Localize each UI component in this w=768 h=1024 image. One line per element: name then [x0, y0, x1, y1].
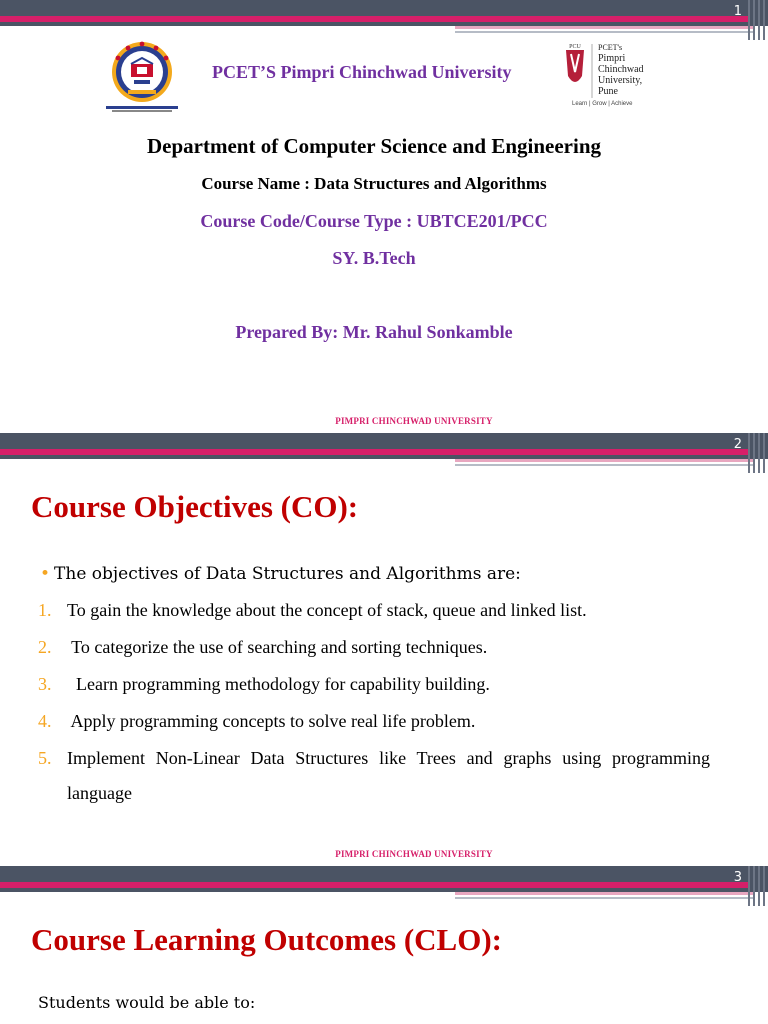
slide-header-bar — [0, 433, 768, 459]
slide-footer: PIMPRI CHINCHWAD UNIVERSITY — [335, 416, 493, 426]
decorative-stripes — [746, 0, 768, 40]
list-item-text: To categorize the use of searching and sorting techniques. — [67, 637, 488, 657]
page-number: 3 — [733, 870, 742, 885]
list-item-text: To gain the knowledge about the concept of stack, queue and linked list. — [67, 600, 587, 620]
list-item-number: 5. — [38, 748, 52, 768]
list-item — [38, 630, 710, 660]
page-number: 2 — [733, 437, 742, 452]
slide-3 — [0, 866, 768, 1024]
list-item — [38, 667, 710, 697]
slide-heading: Course Learning Outcomes (CLO): — [31, 922, 502, 957]
year-label: SY. B.Tech — [332, 248, 416, 268]
list-item-text: Learn programming methodology for capability building. — [67, 674, 490, 694]
pcu-logo-line-2: Pimpri — [598, 53, 626, 64]
pcu-logo-brand: PCU — [569, 44, 581, 50]
pcu-logo-line-1: PCET's — [598, 43, 623, 52]
outcomes-intro: Students would be able to: — [38, 993, 256, 1012]
list-item — [38, 741, 710, 811]
university-title: PCET’S Pimpri Chinchwad University — [212, 62, 512, 82]
list-item-number: 4. — [38, 711, 52, 731]
list-item-number: 1. — [38, 600, 52, 620]
prepared-by: Prepared By: Mr. Rahul Sonkamble — [235, 322, 513, 342]
slide-header-bar — [0, 866, 768, 892]
slide-heading: Course Objectives (CO): — [31, 489, 359, 524]
list-item-text: Implement Non-Linear Data Structures like Trees and graphs using programming language — [67, 748, 710, 803]
list-item — [38, 593, 710, 623]
slide-1 — [0, 0, 768, 433]
slide-footer: PIMPRI CHINCHWAD UNIVERSITY — [335, 849, 493, 859]
pcu-logo — [558, 38, 658, 114]
pcet-seal-logo — [104, 38, 180, 114]
pcu-logo-line-4: University, Pune — [598, 75, 643, 97]
list-item-number: 2. — [38, 637, 52, 657]
slide-header-bar — [0, 0, 768, 26]
objectives-intro — [40, 564, 521, 584]
objectives-intro-text: The objectives of Data Structures and Algorithms are: — [54, 564, 521, 584]
department-title: Department of Computer Science and Engineering — [147, 134, 601, 158]
list-item-text: Apply programming concepts to solve real life problem. — [67, 711, 476, 731]
pcu-logo-tagline: Learn | Grow | Achieve — [572, 101, 633, 107]
pcu-logo-line-3: Chinchwad — [598, 64, 644, 75]
decorative-stripes — [746, 433, 768, 473]
decorative-stripes — [746, 866, 768, 906]
list-item — [38, 704, 710, 734]
page-number: 1 — [733, 4, 742, 19]
course-name: Course Name : Data Structures and Algorithms — [201, 174, 547, 193]
list-item-number: 3. — [38, 674, 52, 694]
slide-2 — [0, 433, 768, 866]
course-code: Course Code/Course Type : UBTCE201/PCC — [200, 211, 548, 231]
bullet-icon: • — [40, 564, 51, 584]
